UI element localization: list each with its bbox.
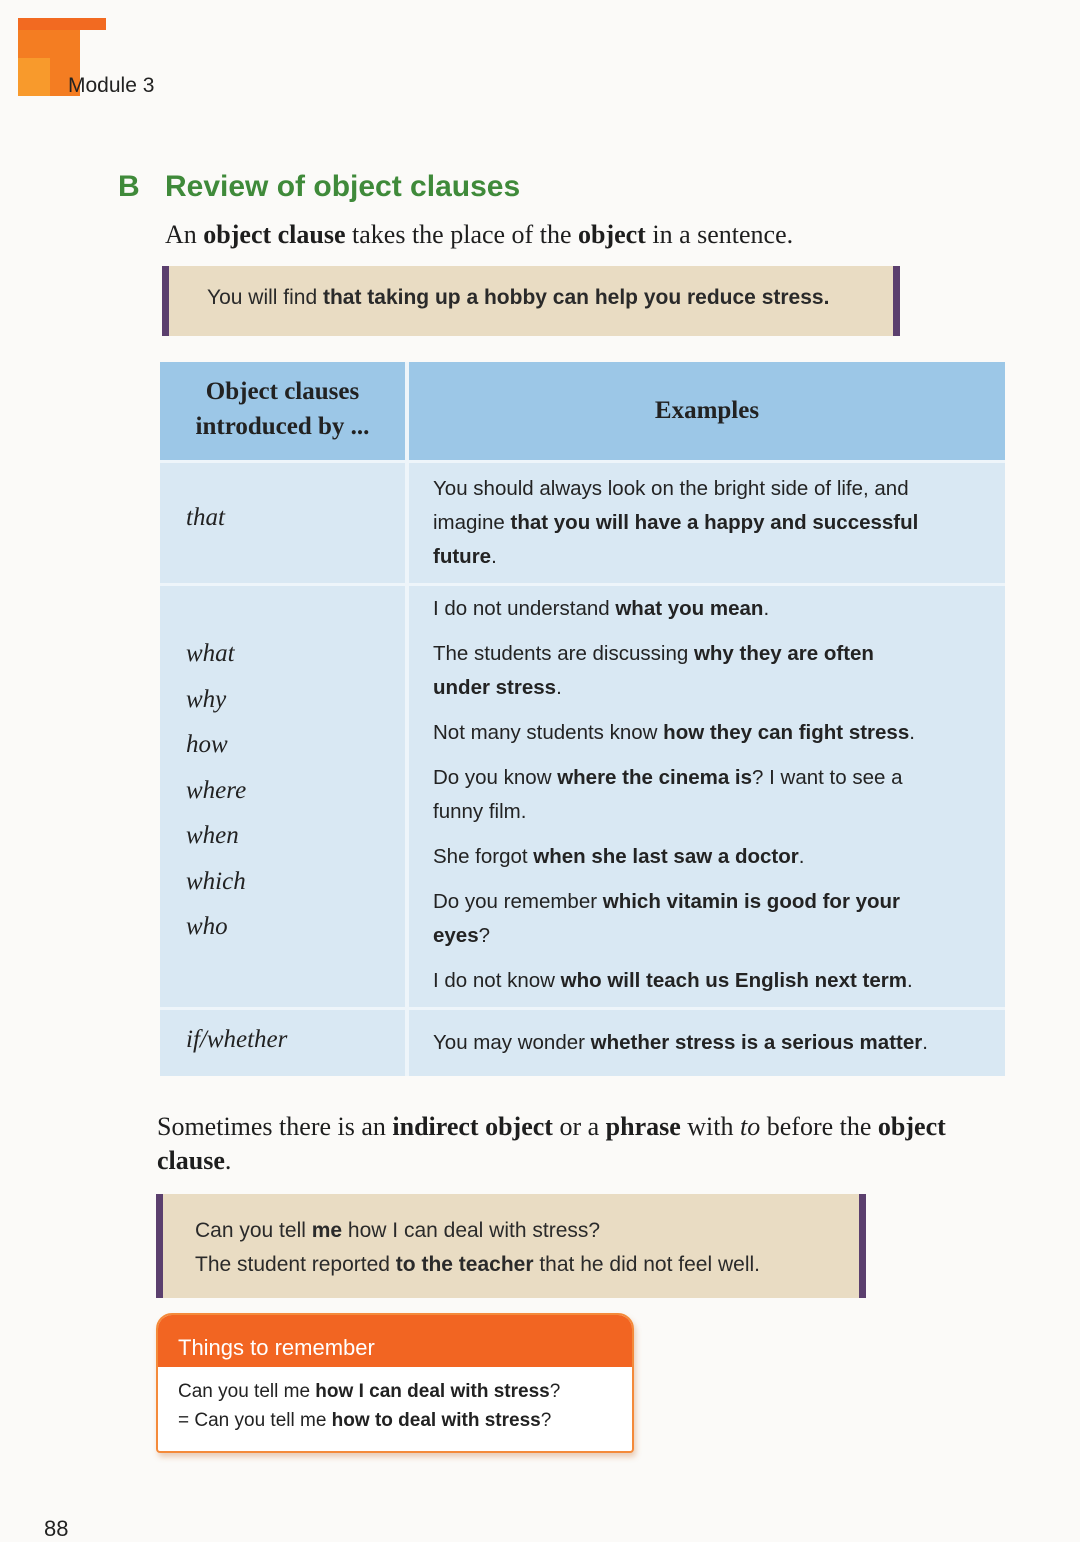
intro-sentence: An object clause takes the place of the object in a sentence. [165, 220, 794, 249]
table-row-that-example: You should always look on the bright side of life, and imagine that you will have a happy and successful future. [433, 477, 919, 568]
object-clause-table [160, 362, 1005, 1076]
list-item: I do not know who will teach us English next term. [433, 969, 913, 992]
list-item: which [186, 867, 246, 895]
table-row-that-label: that [186, 504, 225, 531]
list-item: how [186, 731, 228, 758]
list-item: Do you remember which vitamin is good for your eyes? [433, 890, 901, 947]
remember-title: Things to remember [158, 1315, 632, 1367]
page-number: 88 [44, 1516, 69, 1541]
list-item: The students are discussing why they are often under stress. [433, 642, 874, 699]
table-row-if-label: if/whether [186, 1026, 288, 1053]
list-item: why [186, 685, 227, 713]
section-title: Review of object clauses [165, 170, 521, 203]
table-row-wh-labels [160, 640, 405, 959]
things-to-remember-box [156, 1313, 634, 1453]
module-label: Module 3 [68, 74, 155, 97]
indirect-object-note: Sometimes there is an indirect object or a phrase with to before the object clause. [157, 1112, 946, 1175]
list-item: Can you tell me how I can deal with stress? [195, 1219, 601, 1242]
list-item: She forgot when she last saw a doctor. [433, 845, 805, 868]
table-row-wh-examples [409, 592, 1005, 1009]
list-item: I do not understand what you mean. [433, 597, 770, 620]
example-box-2 [156, 1194, 866, 1298]
example-box-1: You will find that taking up a hobby can help you reduce stress. [162, 266, 900, 336]
table-row-if-example: You may wonder whether stress is a serious matter. [433, 1031, 928, 1054]
table-header-right: Examples [409, 362, 1005, 460]
list-item: where [186, 776, 247, 804]
remember-body: Can you tell me how I can deal with stress? = Can you tell me how to deal with stress? [178, 1381, 561, 1431]
list-item: The student reported to the teacher that he did not feel well. [195, 1253, 760, 1276]
list-item: Do you know where the cinema is? I want to see a funny film. [433, 766, 903, 823]
list-item: when [186, 822, 239, 849]
list-item: Not many students know how they can fight stress. [433, 721, 915, 744]
list-item: what [186, 640, 235, 667]
table-header-left: Object clauses introduced by ... [160, 362, 405, 460]
list-item: who [186, 913, 228, 940]
section-letter: B [118, 170, 140, 203]
